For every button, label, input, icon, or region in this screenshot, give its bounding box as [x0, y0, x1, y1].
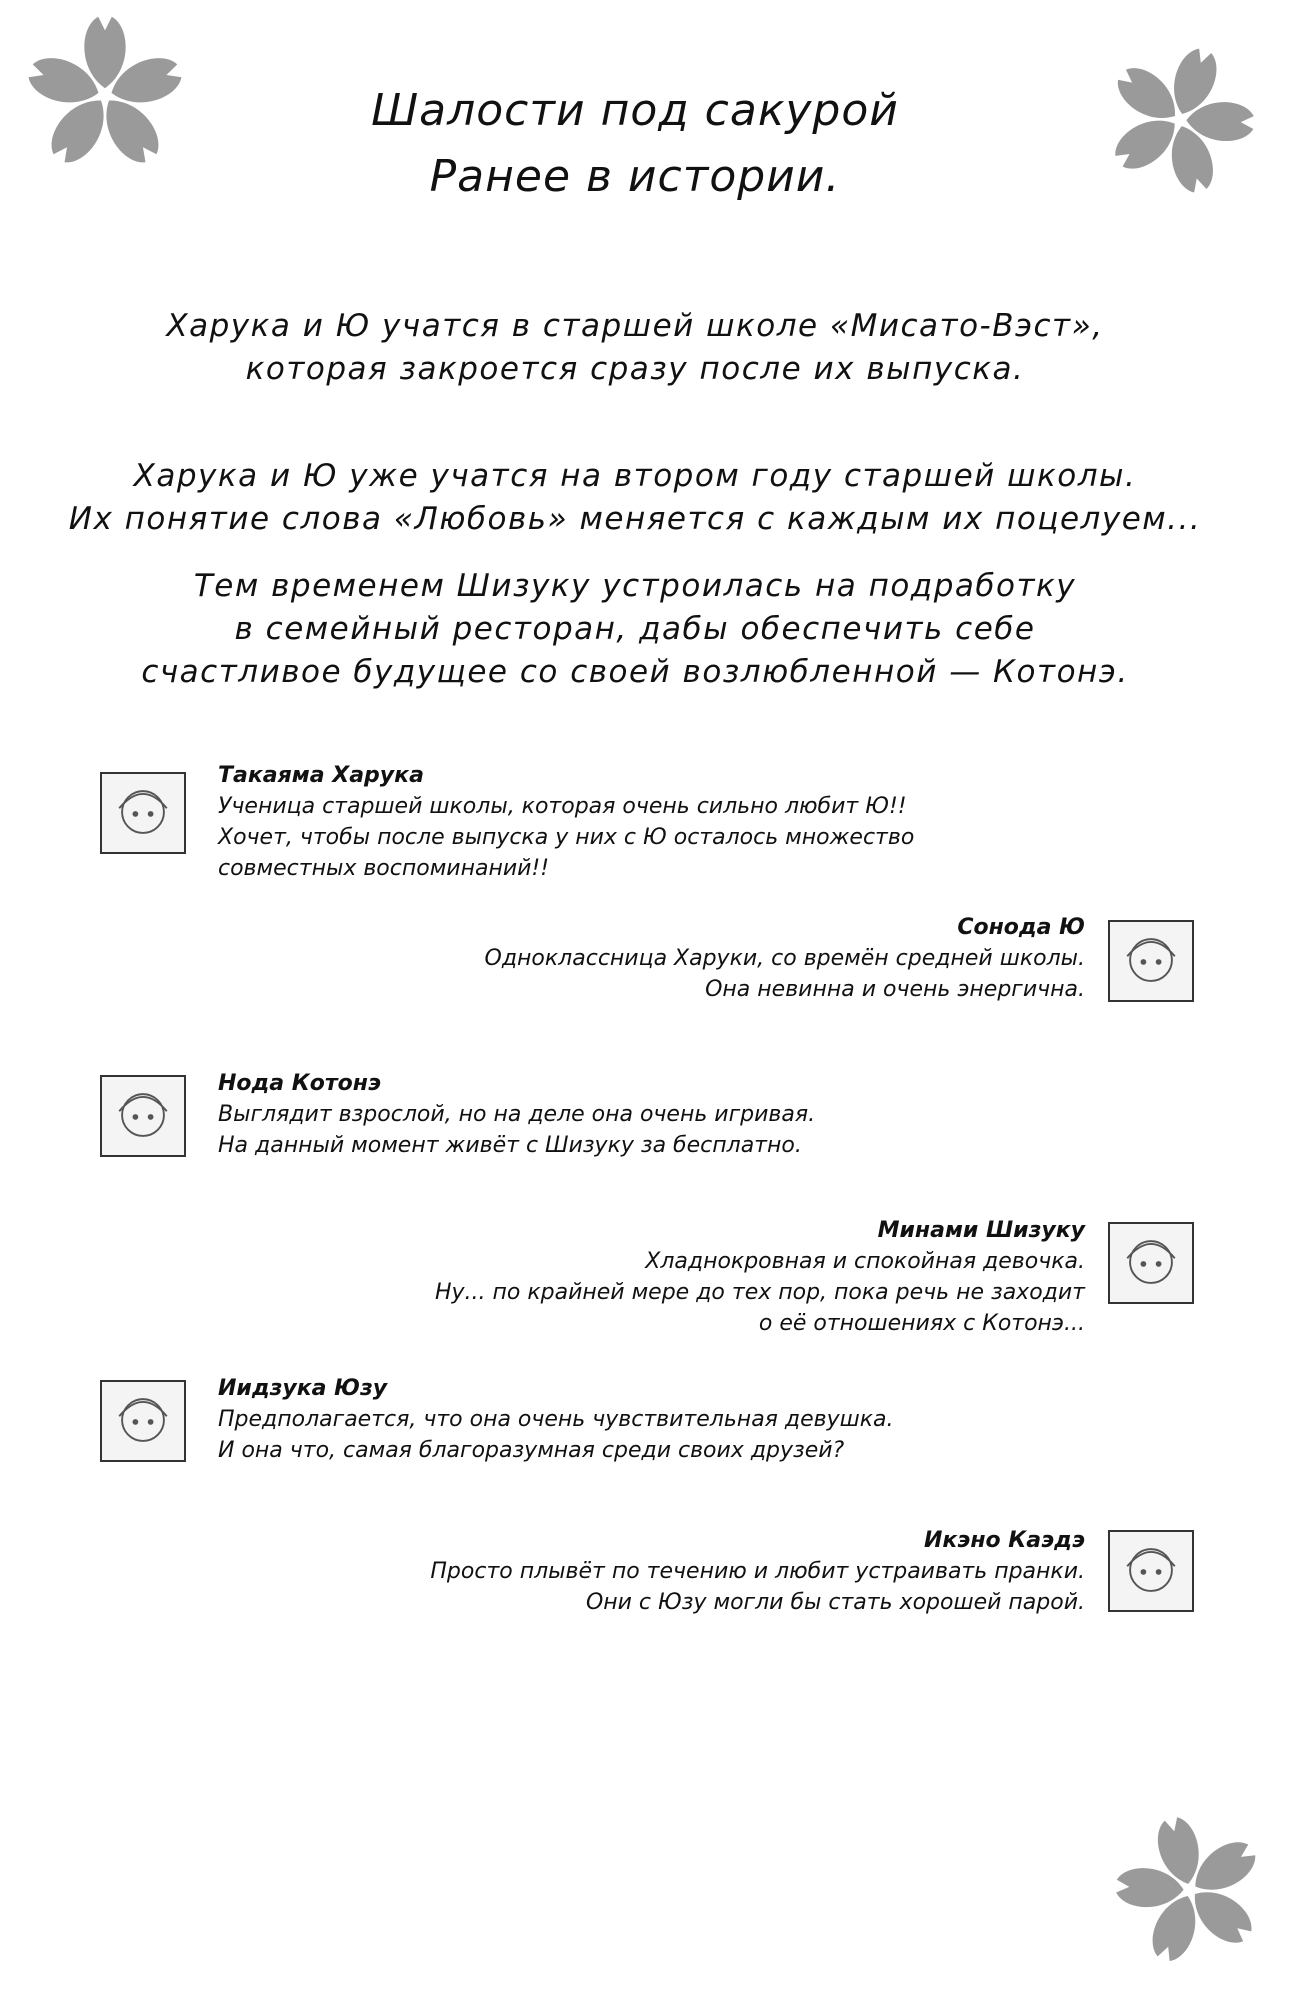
synopsis-line: счастливое будущее со своей возлюбленной — Котонэ. — [141, 654, 1129, 690]
character-description-line: Хладнокровная и спокойная девочка. — [645, 1249, 1085, 1274]
character-description-line: Хочет, чтобы после выпуска у них с Ю осталось множество — [218, 825, 915, 850]
character-description-line: Они с Юзу могли бы стать хорошей парой. — [585, 1590, 1085, 1615]
synopsis-line: в семейный ресторан, дабы обеспечить себе — [234, 611, 1036, 647]
subtitle-line: Ранее в истории. — [429, 151, 841, 202]
sakura-flower-icon — [1110, 1810, 1270, 1970]
character-portrait-icon — [100, 1075, 186, 1157]
character-description-line: Ученица старшей школы, которая очень сильно любит Ю!! — [218, 794, 907, 819]
character-description-line: Она невинна и очень энергична. — [705, 977, 1085, 1002]
synopsis-paragraph — [0, 455, 1270, 541]
character-entry — [430, 1525, 1085, 1618]
character-name: Сонода Ю — [957, 915, 1085, 940]
character-description-line: совместных воспоминаний!! — [218, 856, 550, 881]
synopsis-line: Харука и Ю уже учатся на втором году старшей школы. — [133, 458, 1137, 494]
character-description-line: И она что, самая благоразумная среди своих друзей? — [218, 1438, 845, 1463]
character-portrait-icon — [1108, 920, 1194, 1002]
character-description-line: На данный момент живёт с Шизуку за бесплатно. — [218, 1133, 802, 1158]
character-entry — [218, 1068, 815, 1161]
character-entry — [435, 1215, 1085, 1339]
synopsis-line: Тем временем Шизуку устроилась на подработку — [193, 568, 1077, 604]
character-description-line: Одноклассница Харуки, со времён средней школы. — [484, 946, 1085, 971]
character-entry — [485, 912, 1085, 1005]
character-description-line: Предполагается, что она очень чувствительная девушка. — [218, 1407, 894, 1432]
character-description-line: Выглядит взрослой, но на деле она очень игривая. — [218, 1102, 816, 1127]
character-name: Иидзука Юзу — [218, 1376, 388, 1401]
character-description-line: Ну... по крайней мере до тех пор, пока речь не заходит — [434, 1280, 1085, 1305]
character-portrait-icon — [1108, 1530, 1194, 1612]
character-description-line: о её отношениях с Котонэ... — [758, 1311, 1085, 1336]
synopsis-line: Их понятие слова «Любовь» меняется с каждым их поцелуем... — [68, 501, 1202, 537]
page-title — [0, 78, 1270, 210]
character-name: Нода Котонэ — [218, 1071, 382, 1096]
synopsis-paragraph — [0, 565, 1270, 694]
character-name: Икэно Каэдэ — [923, 1528, 1085, 1553]
synopsis-line: которая закроется сразу после их выпуска. — [245, 351, 1025, 387]
character-name: Минами Шизуку — [877, 1218, 1085, 1243]
character-entry — [218, 760, 914, 884]
synopsis-paragraph — [0, 305, 1270, 391]
synopsis-line: Харука и Ю учатся в старшей школе «Мисато-Вэст», — [166, 308, 1104, 344]
title-line: Шалости под сакурой — [371, 85, 899, 136]
character-portrait-icon — [1108, 1222, 1194, 1304]
character-portrait-icon — [100, 1380, 186, 1462]
character-name: Такаяма Харука — [218, 763, 424, 788]
character-portrait-icon — [100, 772, 186, 854]
character-description-line: Просто плывёт по течению и любит устраивать пранки. — [430, 1559, 1085, 1584]
character-entry — [218, 1373, 894, 1466]
